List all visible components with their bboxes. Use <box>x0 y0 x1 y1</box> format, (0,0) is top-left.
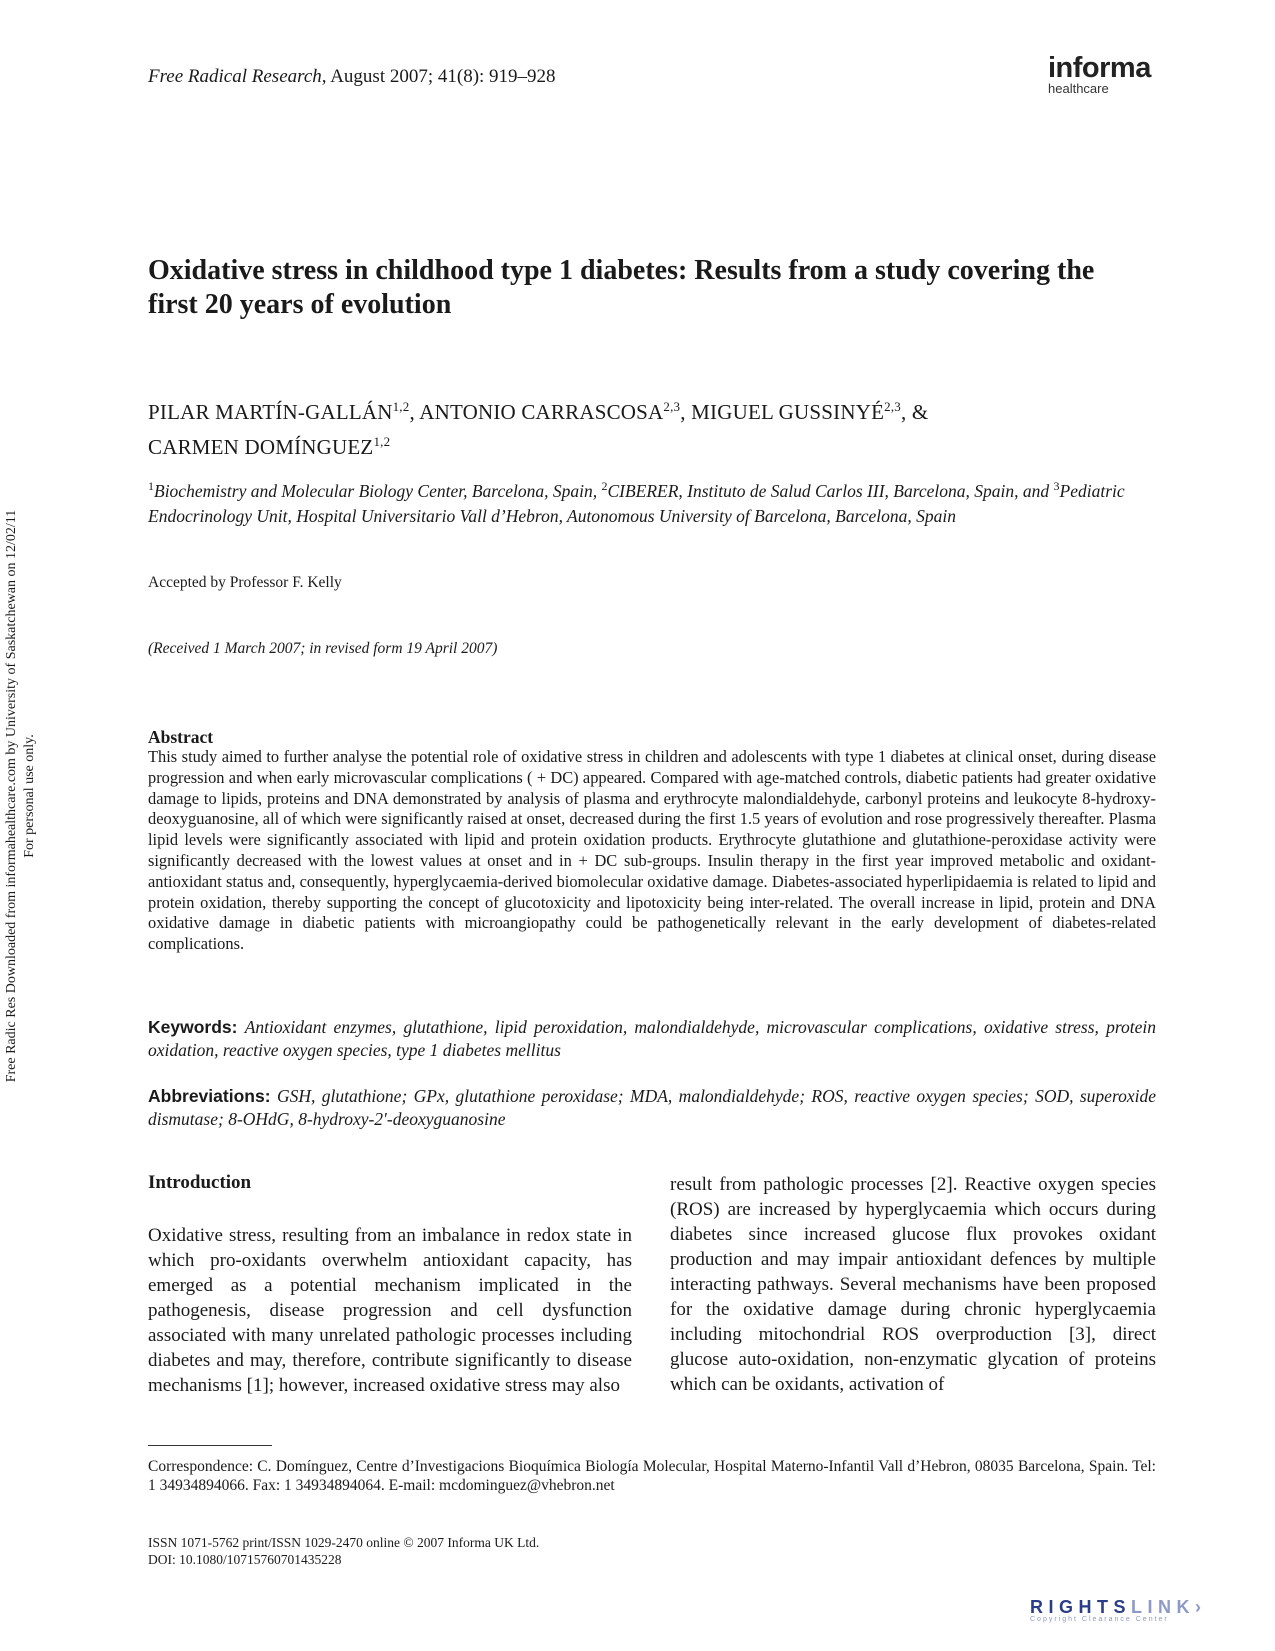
journal-issue: , August 2007; 41(8): 919–928 <box>321 66 556 87</box>
journal-citation <box>148 66 556 88</box>
issn-line: ISSN 1071-5762 print/ISSN 1029-2470 online © 2007 Informa UK Ltd. <box>148 1535 540 1550</box>
introduction-column-1: Oxidative stress, resulting from an imbalance in redox state in which pro-oxidants overwhelm antioxidant capacity, has emerged as a potential mechanism implicated in the pathogenesis, disease progression and cell dysfunction associated with many unrelated pathologic processes including diabetes and may, therefore, contribute significantly to disease mechanisms [1]; however, increased oxidative stress may also <box>148 1225 632 1396</box>
keywords-label: Keywords: <box>148 1017 238 1037</box>
author-name: CARMEN DOMÍNGUEZ <box>148 435 374 459</box>
affil-text: Pediatric Endocrinology Unit, Hospital Universitario Vall d’Hebron, Autonomous University of Barcelona, Barcelona, Spain <box>148 480 1125 526</box>
received-dates: (Received 1 March 2007; in revised form 19 April 2007) <box>148 640 498 657</box>
author-name: PILAR MARTÍN-GALLÁN <box>148 400 393 424</box>
author-name: ANTONIO CARRASCOSA <box>419 400 664 424</box>
personal-use-line: For personal use only. <box>22 734 37 858</box>
rightslink-rights: RIGHTS <box>1030 1597 1132 1617</box>
accepted-by: Accepted by Professor F. Kelly <box>148 574 342 591</box>
abstract-heading: Abstract <box>148 727 214 747</box>
introduction-column-2: result from pathologic processes [2]. Reactive oxygen species (ROS) are increased by hyperglycaemia which occurs during diabetes since increased glucose flux provokes oxidant production and may impair antioxidant defences by multiple interacting pathways. Several mechanisms have been proposed for the oxidative damage during chronic hyperglycaemia including mitochondrial ROS overproduction [3], direct glucose auto-oxidation, non-enzymatic glycation of proteins which can be oxidants, activation of <box>670 1174 1156 1395</box>
keywords-text: Antioxidant enzymes, glutathione, lipid peroxidation, malondialdehyde, microvascular complications, oxidative stress, protein oxidation, reactive oxygen species, type 1 diabetes mellitus <box>148 1017 1157 1060</box>
author-list <box>148 392 1158 462</box>
rightslink-link: LINK <box>1131 1597 1196 1617</box>
rightslink-logo[interactable] <box>1030 1597 1260 1623</box>
rightslink-arrow-icon: › <box>1195 1597 1207 1617</box>
doi-line: DOI: 10.1080/10715760701435228 <box>148 1552 342 1567</box>
author-affil-sup: 2,3 <box>884 399 901 414</box>
logo-brand: informa <box>1048 52 1151 84</box>
rightslink-tagline: Copyright Clearance Center <box>1030 1616 1169 1623</box>
author-affil-sup: 1,2 <box>373 434 391 449</box>
author-affil-sup: 2,3 <box>663 399 681 414</box>
journal-name: Free Radical Research <box>148 66 322 87</box>
affil-text: Biochemistry and Molecular Biology Center, Barcelona, Spain, <box>154 480 602 501</box>
issn-block <box>148 1534 539 1568</box>
affil-sup: 3 <box>1053 479 1060 493</box>
footnote-rule <box>148 1445 272 1446</box>
correspondence: Correspondence: C. Domínguez, Centre d’Investigacions Bioquímica Biología Molecular, Hospital Materno-Infantil Vall d’Hebron, 08035 Barcelona, Spain. Tel: 1 34934894066. Fax: 1 34934894064. E-mail: mcdominguez@vhebron.net <box>148 1458 1156 1494</box>
download-notice <box>3 416 39 1176</box>
affil-sup: 1 <box>148 479 154 493</box>
abstract-body: This study aimed to further analyse the potential role of oxidative stress in children and adolescents with type 1 diabetes at clinical onset, during disease progression and when early microvascular complications ( + DC) appeared. Compared with age-matched controls, diabetic patients had greater oxidative damage to lipids, proteins and DNA demonstrated by analysis of plasma and erythrocyte malondialdehyde, carbonyl proteins and leukocyte 8-hydroxy-deoxyguanosine, all of which were significantly raised at onset, decreased during the first 1.5 years of evolution and rose progressively thereafter. Plasma lipid levels were significantly associated with lipid and protein oxidation products. Erythrocyte glutathione and glutathione-peroxidase activity were significantly decreased with the lowest values at onset and in + DC sub-groups. Insulin therapy in the first year improved metabolic and oxidant-antioxidant status and, consequently, hyperglycaemia-derived biomolecular oxidative damage. Diabetes-associated hyperlipidaemia is related to lipid and protein oxidation, thereby supporting the concept of glucotoxicity and lipotoxicity being inter-related. The overall increase in lipid, protein and DNA oxidative damage in diabetic patients with microangiopathy could be pathogenetically relevant in the early development of diabetes-related complications. <box>148 747 1156 954</box>
article-title: Oxidative stress in childhood type 1 diabetes: Results from a study covering the first 20 years of evolution <box>148 255 1095 320</box>
logo-sub: healthcare <box>1048 81 1109 96</box>
abbreviations-label: Abbreviations: <box>148 1086 271 1106</box>
author-separator: , <box>680 400 692 424</box>
affil-sup: 2 <box>601 479 608 493</box>
author-separator: , <box>409 400 420 424</box>
download-notice-line: Free Radic Res Downloaded from informahealthcare.com by University of Saskatchewan on 12/02/11 <box>4 509 19 1083</box>
keywords <box>148 1016 1156 1062</box>
abbreviations <box>148 1085 1156 1131</box>
affil-text: CIBERER, Instituto de Salud Carlos III, Barcelona, Spain, and <box>607 480 1054 501</box>
author-affil-sup: 1,2 <box>392 399 410 414</box>
introduction-heading: Introduction <box>148 1172 252 1193</box>
informa-logo <box>1048 54 1158 95</box>
abbreviations-text: GSH, glutathione; GPx, glutathione peroxidase; MDA, malondialdehyde; ROS, reactive oxygen species; SOD, superoxide dismutase; 8-OHdG, 8-hydroxy-2′-deoxyguanosine <box>148 1086 1157 1129</box>
author-separator: , & <box>900 400 929 424</box>
affiliations <box>148 474 1158 529</box>
author-name: MIGUEL GUSSINYÉ <box>691 400 885 424</box>
